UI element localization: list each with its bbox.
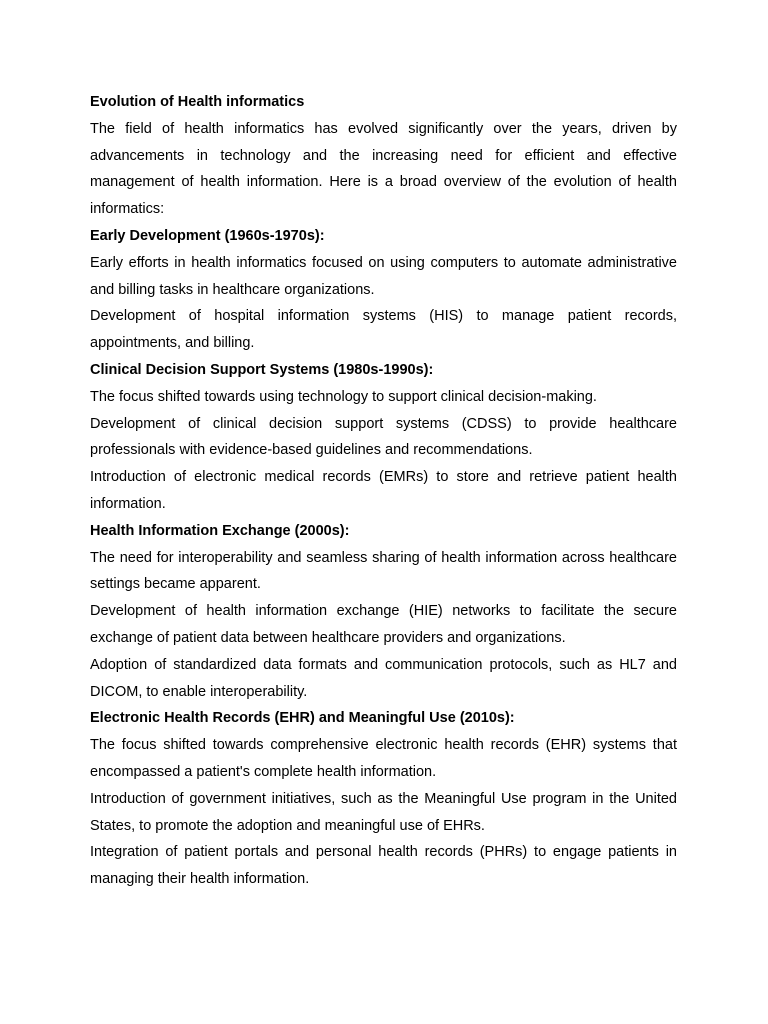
section-heading-health-information-exchange: Health Information Exchange (2000s):: [90, 522, 350, 539]
paragraph: Early efforts in health informatics focused on using computers to automate administrative and billing tasks in healthcare organizations.: [90, 254, 677, 298]
paragraph: Introduction of government initiatives, such as the Meaningful Use program in the United States, to promote the adoption and meaningful use of EHRs.: [90, 790, 677, 834]
paragraph: Development of health information exchange (HIE) networks to facilitate the secure exchange of patient data between healthcare providers and organizations.: [90, 603, 677, 646]
paragraph: The need for interoperability and seamless sharing of health information across healthcare settings became apparent.: [90, 549, 677, 593]
section-heading-early-development: Early Development (1960s-1970s):: [90, 227, 325, 244]
document-title: Evolution of Health informatics: [90, 94, 305, 110]
paragraph: Integration of patient portals and personal health records (PHRs) to engage patients in managing their health information.: [90, 844, 677, 888]
paragraph: Development of clinical decision support systems (CDSS) to provide healthcare professionals with evidence-based guidelines and recommendations.: [90, 415, 677, 459]
paragraph: Adoption of standardized data formats and communication protocols, such as HL7 and DICOM, to enable interoperability.: [90, 656, 677, 700]
document-page: [90, 89, 677, 893]
paragraph: Introduction of electronic medical records (EMRs) to store and retrieve patient health information.: [90, 469, 677, 512]
intro-paragraph: The field of health informatics has evolved significantly over the years, driven by advancements in technology and the increasing need for efficient and effective management of health information. Here is a broad overview of the evolution of health informatics:: [90, 120, 677, 218]
paragraph: The focus shifted towards comprehensive electronic health records (EHR) systems that encompassed a patient's complete health information.: [90, 737, 677, 780]
section-heading-clinical-decision-support: Clinical Decision Support Systems (1980s-1990s):: [90, 361, 434, 378]
paragraph: Development of hospital information systems (HIS) to manage patient records, appointments, and billing.: [90, 308, 677, 352]
section-heading-ehr-meaningful-use: Electronic Health Records (EHR) and Meaningful Use (2010s):: [90, 710, 515, 727]
paragraph: The focus shifted towards using technology to support clinical decision-making.: [90, 388, 597, 405]
